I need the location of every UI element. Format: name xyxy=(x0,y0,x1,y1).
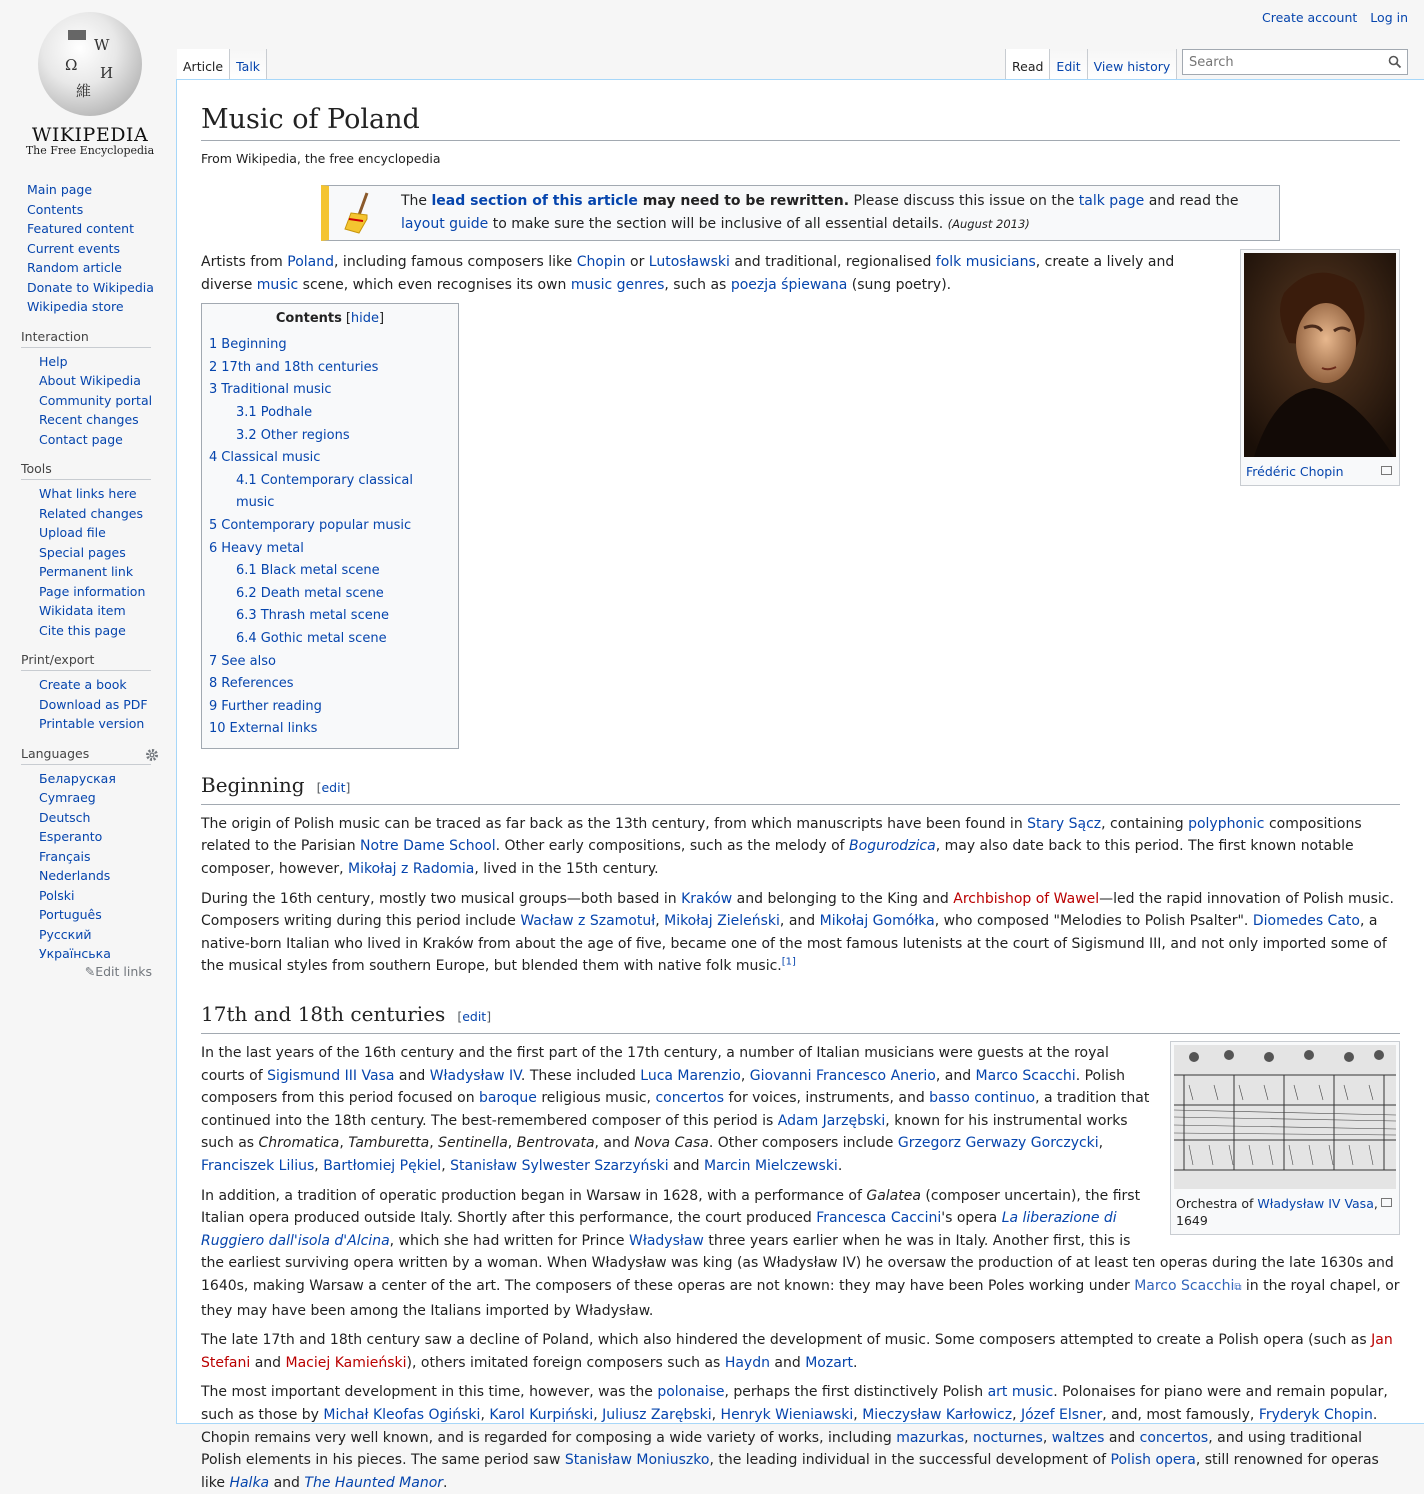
link[interactable]: mazurkas xyxy=(896,1429,965,1446)
toc-item xyxy=(209,538,451,561)
section-heading-17th-18th: 17th and 18th centuries [edit] xyxy=(201,1000,1400,1034)
lead-paragraph: Artists from Poland, including famous composers like Chopin or Lutosławski and traditional, regionalised folk musicians, create a lively and diverse music scene, which even recognises its own music genres, such as poezja śpiewana (sung poetry). xyxy=(201,254,1175,293)
broom-icon xyxy=(337,191,387,235)
create-account-link[interactable]: Create account xyxy=(1262,10,1358,25)
sidebar-language-link-0[interactable]: Беларуская xyxy=(39,770,116,786)
toc-number: 5 xyxy=(209,517,218,533)
orchestra-thumbnail[interactable] xyxy=(1170,1041,1400,1235)
sidebar-language-link-1[interactable]: Cymraeg xyxy=(39,790,96,805)
toc-link[interactable] xyxy=(236,563,380,578)
notice-text: The lead section of this article may need to be rewritten. Please discuss this issue on the talk page and read the layout guide to make sure the section will be inclusive of all essential details. (August 2013) xyxy=(401,193,1239,232)
search-icon[interactable] xyxy=(1388,55,1402,69)
toc-number: 2 xyxy=(209,359,218,375)
toc-item xyxy=(209,583,451,606)
sidebar-language-link-5[interactable]: Nederlands xyxy=(39,868,111,883)
sidebar-language-link-6[interactable]: Polski xyxy=(39,887,75,903)
toc-link[interactable] xyxy=(209,518,411,533)
sidebar-print-link-1[interactable]: Download as PDF xyxy=(39,696,148,712)
toc-text: Gothic metal scene xyxy=(260,630,387,646)
link[interactable]: Józef Elsner xyxy=(1020,1406,1103,1423)
link[interactable]: Lutosławski xyxy=(648,254,730,270)
toc-text: Further reading xyxy=(221,698,322,714)
sidebar-list-item xyxy=(39,430,176,450)
sidebar-list-item xyxy=(39,866,176,886)
red-link[interactable]: Maciej Kamieński xyxy=(285,1354,407,1371)
sidebar-list-item xyxy=(39,847,176,867)
link[interactable]: Marco Scacchi xyxy=(975,1067,1076,1084)
link[interactable]: Luca Marenzio xyxy=(640,1067,741,1084)
link[interactable]: Notre Dame School xyxy=(360,838,496,855)
tools-portal xyxy=(22,461,176,644)
toc-link[interactable] xyxy=(209,450,320,465)
toc-hide-toggle[interactable]: hide xyxy=(350,311,380,327)
red-link[interactable]: Archbishop of Wawel xyxy=(953,890,1100,907)
toc-link[interactable] xyxy=(236,631,387,646)
toc-item xyxy=(209,673,451,696)
navigation-portal xyxy=(22,180,176,321)
link[interactable]: Franciszek Lilius xyxy=(201,1158,315,1174)
orchestra-caption: Orchestra of Władysław IV Vasa, 1649 xyxy=(1174,1192,1396,1231)
sidebar-list-item xyxy=(39,504,176,524)
link[interactable]: Polish opera xyxy=(1110,1452,1196,1469)
toc-text: Heavy metal xyxy=(221,540,304,556)
sidebar-language-link-9[interactable]: Українська xyxy=(39,946,111,961)
toc-number: 6.1 xyxy=(236,563,257,579)
sidebar-list-item xyxy=(27,297,176,317)
link[interactable]: Grzegorz Gerwazy Gorczycki xyxy=(897,1135,1099,1152)
link[interactable]: Michał Kleofas Ogiński xyxy=(323,1406,481,1423)
toc-number: 4.1 xyxy=(236,472,257,488)
toc-link[interactable] xyxy=(209,654,276,669)
link[interactable]: Mieczysław Karłowicz xyxy=(862,1406,1013,1423)
sidebar-tools-link-4[interactable]: Permanent link xyxy=(39,564,134,579)
toc-link[interactable] xyxy=(209,360,378,375)
link[interactable]: Marcin Mielczewski xyxy=(703,1158,838,1174)
sidebar-nav-link-6[interactable]: Wikipedia store xyxy=(27,299,124,314)
sidebar-list-item xyxy=(27,258,176,278)
orchestra-engraving-image[interactable] xyxy=(1174,1045,1396,1189)
sidebar xyxy=(0,180,176,983)
link[interactable]: poezja śpiewana xyxy=(730,276,848,293)
sidebar-list-item xyxy=(39,391,176,411)
languages-heading: Languages xyxy=(21,746,151,765)
link[interactable]: music xyxy=(256,276,299,293)
toc-number: 1 xyxy=(209,337,218,353)
sidebar-interaction-link-1[interactable]: About Wikipedia xyxy=(39,373,141,388)
link[interactable]: Władysław IV xyxy=(429,1067,521,1084)
toc-number: 3.2 xyxy=(236,427,257,443)
sidebar-list-item xyxy=(39,925,176,945)
sidebar-tools-link-2[interactable]: Upload file xyxy=(39,525,106,540)
sidebar-list-item xyxy=(39,410,176,430)
tagline: The Free Encyclopedia xyxy=(25,144,155,157)
link[interactable]: Karol Kurpiński xyxy=(489,1406,594,1423)
sidebar-language-link-7[interactable]: Português xyxy=(39,907,102,922)
sidebar-nav-link-4[interactable]: Random article xyxy=(27,260,122,275)
link[interactable]: Halka xyxy=(229,1474,270,1491)
paragraph: The late 17th and 18th century saw a decline of Poland, which also hindered the development of music. Some composers attempted to create a Polish opera (such as Jan Stefani and Maciej Kamieński), others imitated foreign composers such as Haydn and Mozart. xyxy=(201,1332,1393,1371)
link[interactable]: Wacław z Szamotuł xyxy=(520,913,656,930)
section-heading-beginning: Beginning [edit] xyxy=(201,771,1400,805)
link[interactable]: Mikołaj z Radomia xyxy=(347,861,475,878)
orchestra-caption-link[interactable]: Władysław IV Vasa xyxy=(1257,1196,1374,1212)
sidebar-list-item xyxy=(39,714,176,734)
link[interactable]: Diomedes Cato xyxy=(1252,913,1360,930)
link[interactable]: Bartłomiej Pękiel xyxy=(323,1158,442,1174)
link[interactable]: Haydn xyxy=(724,1354,770,1371)
toc-text: References xyxy=(221,676,294,692)
toc-number: 6.3 xyxy=(236,608,257,624)
toc-text: Thrash metal scene xyxy=(260,608,389,624)
link[interactable]: Sigismund III Vasa xyxy=(267,1067,395,1084)
toc-text: See also xyxy=(221,653,276,669)
sidebar-list-item xyxy=(39,675,176,695)
toc-number: 7 xyxy=(209,653,218,669)
tools-heading: Tools xyxy=(21,461,151,480)
toc-text: Traditional music xyxy=(221,382,332,398)
toc-text: External links xyxy=(229,721,318,737)
sidebar-list-item xyxy=(39,944,176,964)
sidebar-list-item xyxy=(39,371,176,391)
toc-link[interactable] xyxy=(236,608,389,623)
sidebar-nav-link-0[interactable]: Main page xyxy=(27,182,93,197)
sidebar-list-item xyxy=(27,278,176,298)
toc-text: Other regions xyxy=(260,427,350,443)
toc-text: Death metal scene xyxy=(260,585,384,601)
sidebar-tools-link-7[interactable]: Cite this page xyxy=(39,622,126,638)
link[interactable]: music genres xyxy=(570,276,665,293)
sidebar-nav-link-2[interactable]: Featured content xyxy=(27,221,135,236)
toc-item xyxy=(209,651,451,674)
link[interactable]: baroque xyxy=(479,1090,537,1107)
link[interactable]: Francesca Caccini xyxy=(816,1210,942,1227)
wordmark: WIKIPEDIA xyxy=(31,124,149,146)
sidebar-list-item xyxy=(39,788,176,808)
link[interactable]: waltzes xyxy=(1051,1429,1105,1446)
sidebar-list-item xyxy=(39,808,176,828)
interaction-heading: Interaction xyxy=(21,329,151,348)
link[interactable]: La liberazione di Ruggiero dall'isola d'Alcina xyxy=(201,1210,1117,1249)
toc-link[interactable] xyxy=(236,586,384,601)
reference-link[interactable]: [1] xyxy=(781,956,796,968)
toc-link[interactable] xyxy=(209,382,332,397)
toc-item xyxy=(209,357,451,380)
sidebar-list-item xyxy=(27,219,176,239)
sidebar-language-link-3[interactable]: Esperanto xyxy=(39,829,103,844)
link[interactable]: The Haunted Manor xyxy=(304,1474,444,1491)
toc-link[interactable] xyxy=(209,699,322,714)
sidebar-language-link-2[interactable]: Deutsch xyxy=(39,809,91,825)
sidebar-list-item xyxy=(39,905,176,925)
toc-item xyxy=(209,470,451,515)
tab-article[interactable]: Article xyxy=(177,49,229,80)
sidebar-tools-link-0[interactable]: What links here xyxy=(39,486,137,501)
languages-portal xyxy=(22,746,176,983)
link[interactable]: Henryk Wieniawski xyxy=(720,1406,854,1423)
page-title: Music of Poland xyxy=(201,80,1400,141)
toc-link[interactable] xyxy=(209,676,294,691)
link[interactable]: Mozart xyxy=(805,1354,854,1371)
edit-section-link[interactable]: edit xyxy=(321,779,346,795)
link[interactable]: Chopin xyxy=(576,254,626,270)
toc-item xyxy=(209,560,451,583)
sidebar-list-item xyxy=(39,582,176,602)
sidebar-language-link-4[interactable]: Français xyxy=(39,848,91,864)
sidebar-print-link-2[interactable]: Printable version xyxy=(39,716,145,731)
toc-item xyxy=(209,402,451,425)
toc-text: Black metal scene xyxy=(260,563,380,579)
sidebar-list-item xyxy=(39,827,176,847)
toc-item xyxy=(209,628,451,651)
link[interactable]: basso continuo xyxy=(929,1090,1036,1107)
link[interactable]: Stanisław Sylwester Szarzyński xyxy=(450,1158,669,1174)
toc-number: 6 xyxy=(209,540,218,556)
sidebar-nav-link-5[interactable]: Donate to Wikipedia xyxy=(27,279,154,295)
table-of-contents: Contents [hide] 1 Beginning 2 17th and 18th centuries 3 Traditional music 3.1 Podhale 3.2 Other regions 4 Classical music 4.1 Contemporary classical music 5 Contemporary popular music 6 Heavy metal 6.1 Black metal scene 6.2 Death metal scene 6.3 Thrash metal scene 6.4 Gothic metal scene 7 See also 8 References 9 Further reading 10 External links xyxy=(201,303,459,749)
red-link[interactable]: Jan Stefani xyxy=(201,1332,1393,1371)
sidebar-list-item xyxy=(27,200,176,220)
sidebar-interaction-link-0[interactable]: Help xyxy=(39,353,68,369)
paragraph: The most important development in this time, however, was the polonaise, perhaps the first distinctively Polish art music. Polonaises for piano were and remain popular, such as those by Michał Kleofas Ogiński, Karol Kurpiński, Juliusz Zarębski, Henryk Wieniawski, Mieczysław Karłowicz, Józef Elsner, and, most famously, Fryderyk Chopin. Chopin remains very well known, and is regarded for composing a wide variety of works, including mazurkas, nocturnes, waltzes and concertos, and using traditional Polish elements in his pieces. The same period saw Stanisław Moniuszko, the leading individual in the successful development of Polish opera, still renowned for operas like Halka and The Haunted Manor. xyxy=(201,1384,1388,1491)
toc-text: Podhale xyxy=(260,404,313,420)
toc-number: 8 xyxy=(209,676,218,692)
toc-link[interactable] xyxy=(236,428,350,443)
paragraph: In the last years of the 16th century and the first part of the 17th century, a number of Italian musicians were guests at the royal courts of Sigismund III Vasa and Władysław IV. These included Luca Marenzio, Giovanni Francesco Anerio, and Marco Scacchi. Polish composers from this period focused on baroque religious music, concertos for voices, instruments, and basso continuo, a tradition that continued into the 18th century. The best-remembered composer of this period is Adam Jarzębski, known for his instrumental works such as Chromatica, Tamburetta, Sentinella, Bentrovata, and Nova Casa. Other composers include Grzegorz Gerwazy Gorczycki, Franciszek Lilius, Bartłomiej Pękiel, Stanisław Sylwester Szarzyński and Marcin Mielczewski. xyxy=(201,1045,1150,1174)
tab-read[interactable]: Read xyxy=(1005,49,1049,80)
lead-section-link[interactable]: lead section of this article xyxy=(431,193,638,209)
enlarge-icon[interactable] xyxy=(1381,1198,1392,1207)
toc-number: 3 xyxy=(209,382,218,398)
sidebar-list-item xyxy=(39,621,176,641)
sidebar-tools-link-5[interactable]: Page information xyxy=(39,583,146,599)
sidebar-list-item xyxy=(39,695,176,715)
tab-edit[interactable]: Edit xyxy=(1049,49,1086,80)
toc-item xyxy=(209,718,451,741)
talk-page-link[interactable]: talk page xyxy=(1078,193,1145,209)
toc-text: Beginning xyxy=(221,337,287,353)
search-input[interactable] xyxy=(1182,49,1408,75)
sidebar-interaction-link-4[interactable]: Contact page xyxy=(39,431,123,447)
sidebar-list-item xyxy=(27,239,176,259)
link[interactable]: art music xyxy=(987,1384,1054,1401)
link[interactable]: Poland xyxy=(287,254,335,270)
paragraph: The origin of Polish music can be traced as far back as the 13th century, from which manuscripts have been found in Stary Sącz, containing polyphonic compositions related to the Parisian Notre Dame School. Other early compositions, such as the melody of Bogurodzica, may also date back to this period. The first known notable composer, however, Mikołaj z Radomia, lived in the 15th century. xyxy=(201,815,1362,878)
wikipedia-logo[interactable] xyxy=(20,12,160,160)
sidebar-list-item xyxy=(39,562,176,582)
chopin-caption xyxy=(1244,460,1396,482)
sidebar-list-item xyxy=(39,769,176,789)
toc-number: 9 xyxy=(209,698,218,714)
tab-talk[interactable]: Talk xyxy=(229,49,267,80)
link[interactable]: Juliusz Zarębski xyxy=(602,1406,712,1423)
gear-icon[interactable] xyxy=(145,748,159,762)
enlarge-icon[interactable] xyxy=(1381,466,1392,475)
link[interactable]: Fryderyk Chopin xyxy=(1258,1406,1373,1423)
toc-text: 17th and 18th centuries xyxy=(221,359,379,375)
external-link-icon: ⧉ xyxy=(1234,1281,1242,1293)
toc-item xyxy=(209,379,451,402)
chopin-portrait-image[interactable] xyxy=(1244,253,1396,457)
external-link[interactable]: Marco Scacchi⧉ xyxy=(1134,1277,1242,1294)
namespace-tabs xyxy=(177,49,267,80)
puzzle-globe-icon: W Ω И 維 xyxy=(38,12,142,116)
interaction-portal xyxy=(22,329,176,454)
sidebar-list-item xyxy=(27,180,176,200)
sidebar-print-link-0[interactable]: Create a book xyxy=(39,677,127,692)
tab-view-history[interactable]: View history xyxy=(1087,49,1178,80)
toc-item xyxy=(209,447,451,470)
link[interactable]: polonaise xyxy=(657,1384,725,1401)
sidebar-list-item xyxy=(39,886,176,906)
sidebar-list-item xyxy=(39,601,176,621)
toc-link[interactable] xyxy=(209,541,304,556)
pencil-icon: ✎ xyxy=(84,963,96,979)
link[interactable]: nocturnes xyxy=(973,1429,1043,1446)
toc-number: 6.4 xyxy=(236,630,257,646)
sidebar-list-item xyxy=(39,523,176,543)
toc-link[interactable] xyxy=(209,721,317,736)
toc-item xyxy=(209,515,451,538)
link[interactable]: concertos xyxy=(655,1090,724,1107)
link[interactable]: Stanisław Moniuszko xyxy=(564,1452,710,1469)
toc-title: Contents xyxy=(275,311,342,327)
cleanup-notice xyxy=(321,185,1280,241)
layout-guide-link[interactable]: layout guide xyxy=(401,216,489,232)
toc-number: 10 xyxy=(209,721,226,737)
toc-link[interactable] xyxy=(236,473,413,511)
toc-text: Classical music xyxy=(221,450,321,466)
sidebar-nav-link-1[interactable]: Contents xyxy=(27,201,84,217)
toc-item xyxy=(209,696,451,719)
link[interactable]: Bogurodzica xyxy=(849,838,936,855)
site-subtitle: From Wikipedia, the free encyclopedia xyxy=(201,151,441,166)
view-tabs xyxy=(1005,49,1177,80)
link[interactable]: folk musicians xyxy=(935,254,1036,270)
log-in-link[interactable]: Log in xyxy=(1370,10,1408,25)
sidebar-list-item xyxy=(39,352,176,372)
sidebar-list-item xyxy=(39,543,176,563)
link[interactable]: Mikołaj Gomółka xyxy=(819,913,935,930)
toc-link[interactable] xyxy=(209,337,287,352)
link[interactable]: polyphonic xyxy=(1188,815,1265,832)
toc-link[interactable] xyxy=(236,405,312,420)
link[interactable]: Mikołaj Zieleński xyxy=(664,913,780,930)
sidebar-nav-link-3[interactable]: Current events xyxy=(27,240,121,256)
print-heading: Print/export xyxy=(21,652,151,671)
content xyxy=(176,79,1424,1491)
edit-links[interactable]: ✎Edit links xyxy=(84,963,152,979)
sidebar-interaction-link-3[interactable]: Recent changes xyxy=(39,412,139,427)
sidebar-tools-link-3[interactable]: Special pages xyxy=(39,544,126,560)
link[interactable]: Stary Sącz xyxy=(1027,815,1102,832)
sidebar-language-link-8[interactable]: Русский xyxy=(39,926,92,942)
link[interactable]: concertos xyxy=(1139,1429,1209,1446)
link[interactable]: Giovanni Francesco Anerio xyxy=(749,1067,936,1084)
toc-item xyxy=(209,605,451,628)
print-portal xyxy=(22,652,176,738)
toc-number: 4 xyxy=(209,450,218,466)
toc-item xyxy=(209,425,451,448)
link[interactable]: Adam Jarzębski xyxy=(777,1112,886,1129)
link[interactable]: Władysław xyxy=(629,1232,704,1249)
toc-number: 6.2 xyxy=(236,585,257,601)
paragraph: During the 16th century, mostly two musical groups—both based in Kraków and belonging to the King and Archbishop of Wawel—led the rapid innovation of Polish music. Composers writing during this period include Wacław z Szamotuł, Mikołaj Zieleński, and Mikołaj Gomółka, who composed "Melodies to Polish Psalter". Diomedes Cato, a native-born Italian who lived in Kraków from about the age of five, became one of the most famous lutenists at the court of Sigismund III, and not only imported some of the musical styles from southern Europe, but blended them with native folk music.[1] xyxy=(201,890,1394,975)
paragraph: In addition, a tradition of operatic production began in Warsaw in 1628, with a performance of Galatea (composer uncertain), the first Italian opera produced outside Italy. Shortly after this performance, the court produced Francesca Caccini's opera La liberazione di Ruggiero dall'isola d'Alcina, which she had written for Prince Władysław three years earlier when he was in Italy. Another first, this is the earliest surviving opera written by a woman. When Władysław was king (as Władysław IV) he oversaw the production of at least ten operas during the late 1630s and 1640s, making Warsaw a center of the art. The composers of these operas are not known: they may have been Poles working under Marco Scacchi⧉ in the royal chapel, or they may have been among the Italians imported by Władysław. xyxy=(201,1187,1400,1319)
sidebar-interaction-link-2[interactable]: Community portal xyxy=(39,392,153,408)
toc-item xyxy=(209,334,451,357)
sidebar-tools-link-1[interactable]: Related changes xyxy=(39,505,143,521)
chopin-thumbnail[interactable] xyxy=(1240,249,1400,486)
link[interactable]: Kraków xyxy=(681,890,733,907)
edit-section-link[interactable]: edit xyxy=(462,1009,487,1025)
toc-text: Contemporary popular music xyxy=(221,517,412,533)
chopin-caption-link[interactable]: Frédéric Chopin xyxy=(1246,464,1344,479)
toc-number: 3.1 xyxy=(236,404,257,420)
sidebar-list-item xyxy=(39,484,176,504)
toc-text: Contemporary classical music xyxy=(236,472,414,511)
personal-tools xyxy=(1253,10,1408,25)
sidebar-tools-link-6[interactable]: Wikidata item xyxy=(39,603,126,618)
